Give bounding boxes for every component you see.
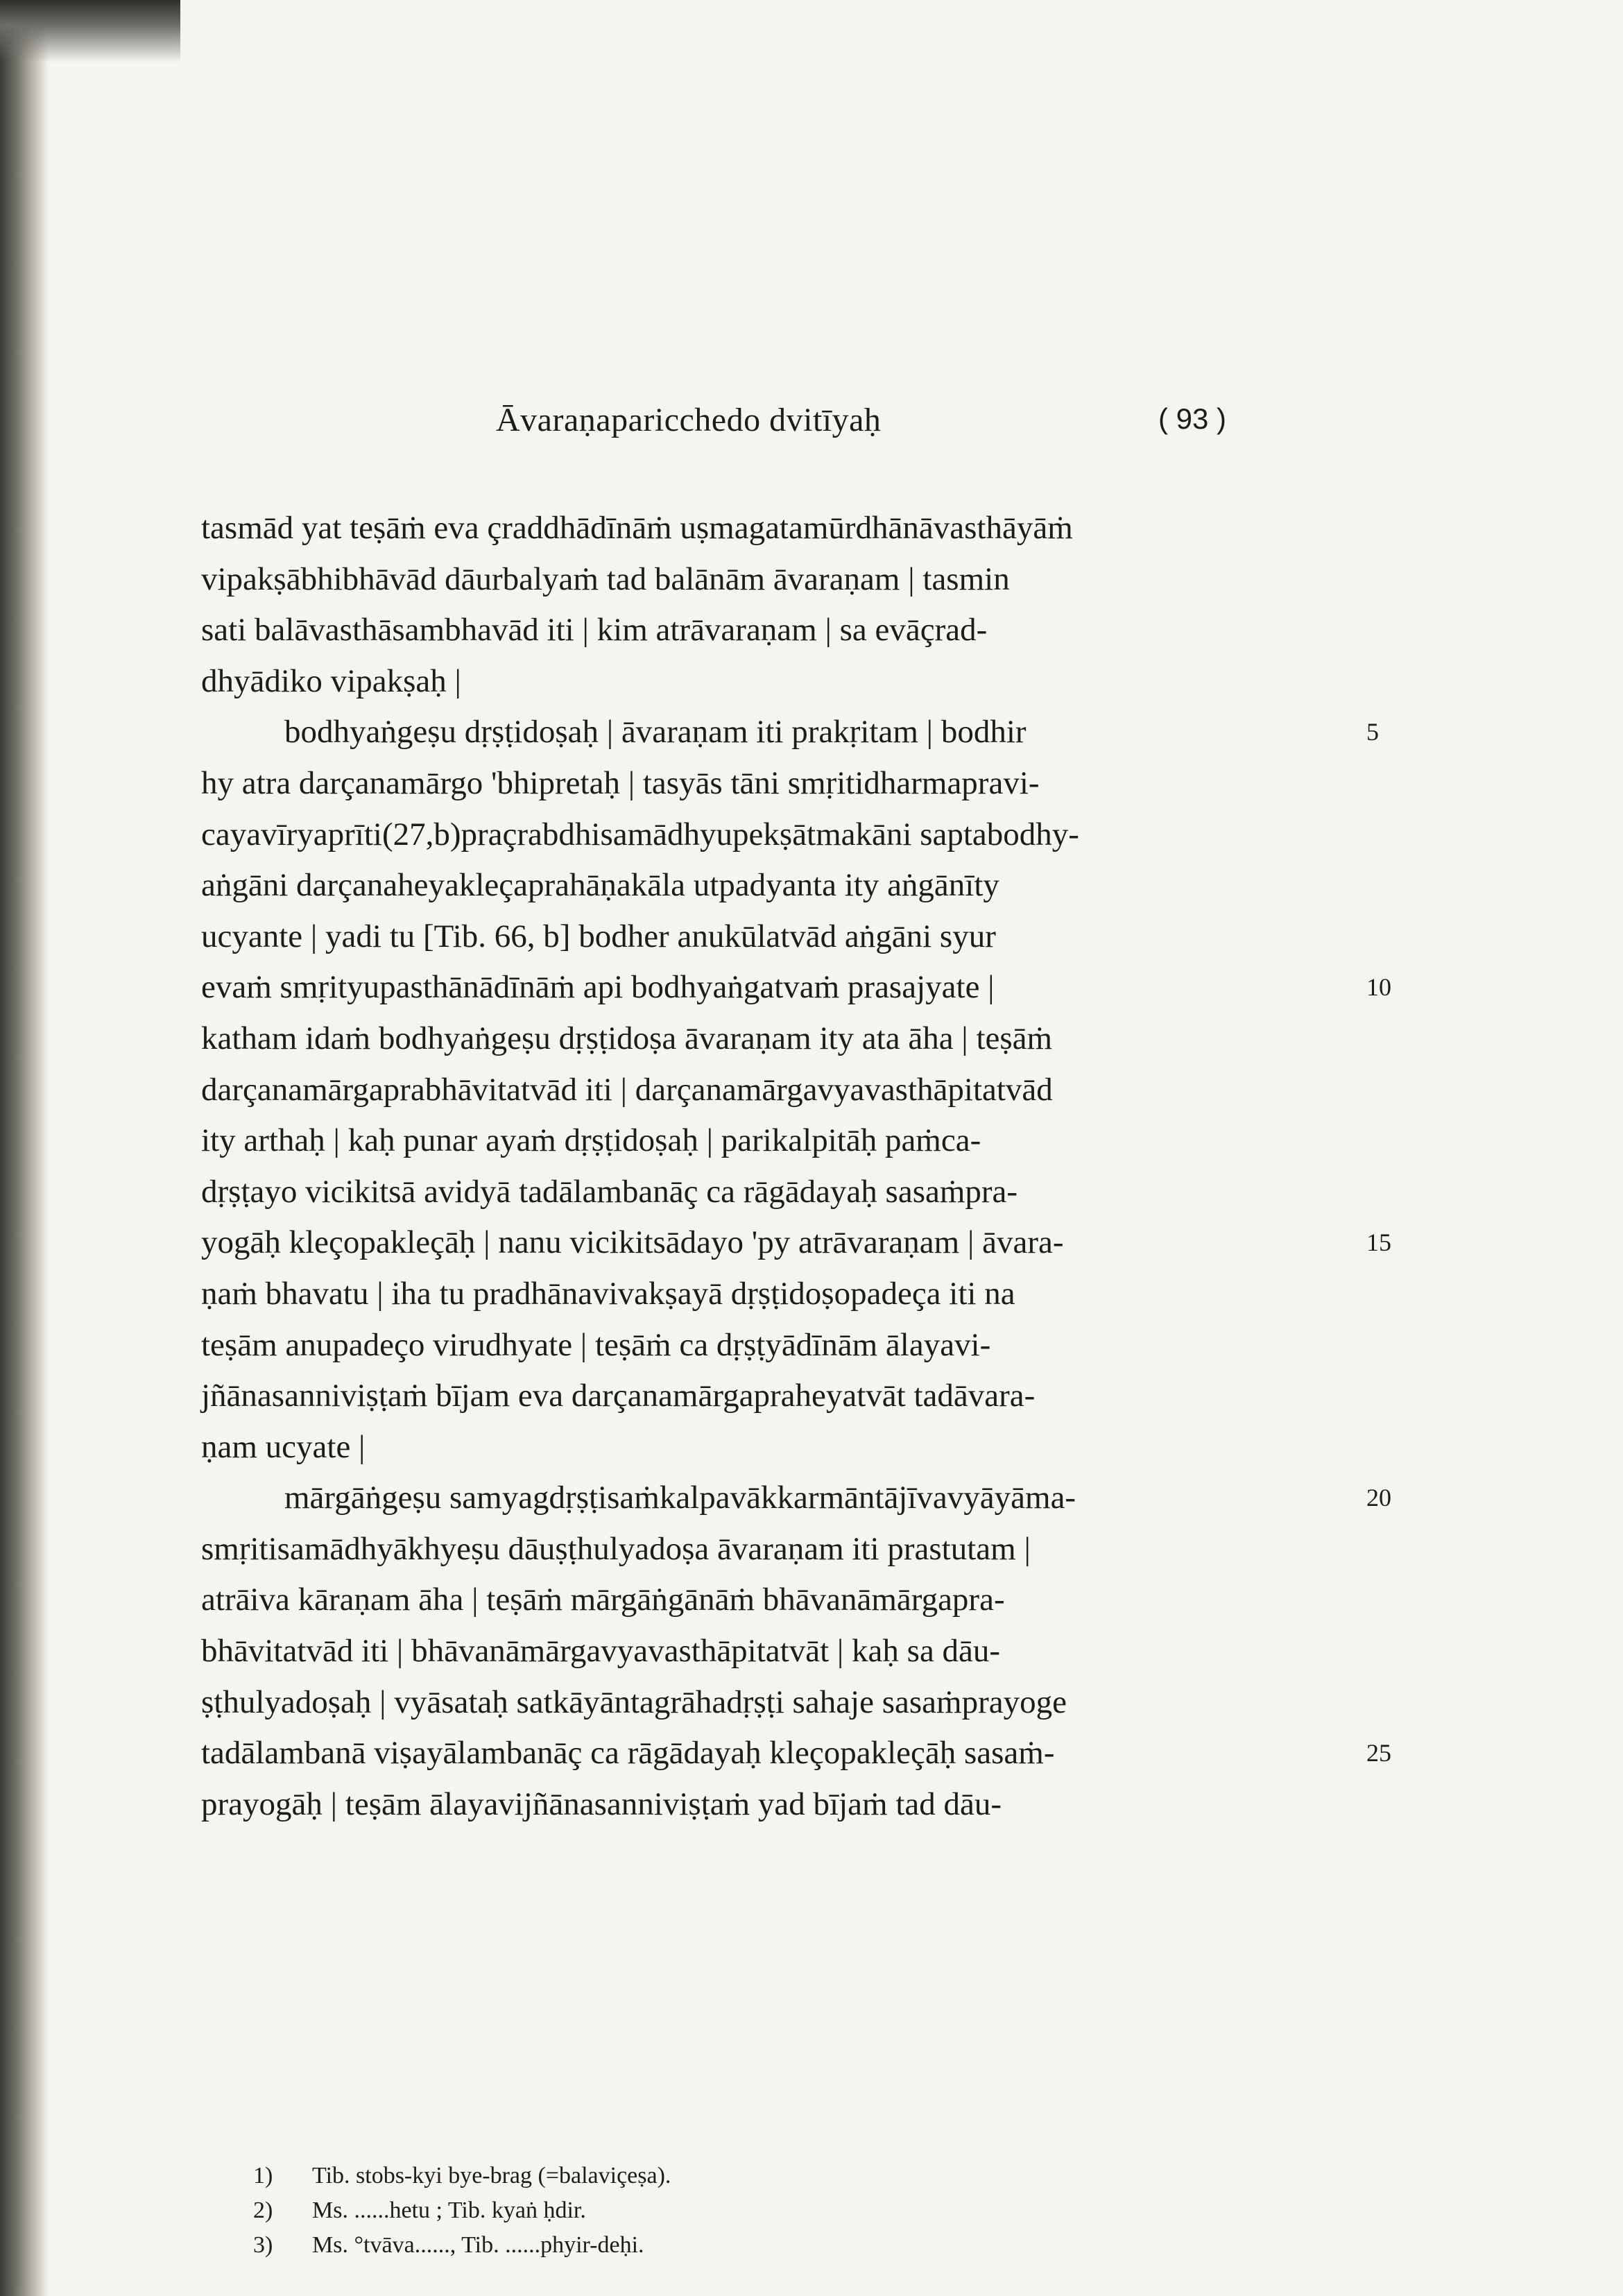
text-line (201, 1524, 1339, 1575)
footnotes (253, 2159, 1155, 2263)
text-line (201, 1320, 1339, 1371)
page-number: ( 93 ) (1158, 402, 1227, 435)
footnote-text: Ms. ......hetu ; Tib. kyaṅ ḥdir. (312, 2198, 586, 2223)
text-line (201, 554, 1339, 606)
text-line (201, 809, 1339, 861)
line-text: dṛṣṭayo vicikitsā avidyā tadālambanāç ca rāgādayaḥ sasaṁpra- (201, 1173, 1018, 1210)
text-line (201, 1167, 1339, 1218)
line-text: mārgāṅgeṣu samyagdṛṣṭisaṁkalpavākkarmāntājīvavyāyāma- (284, 1480, 1076, 1516)
book-binding-shadow (0, 0, 49, 2296)
text-line (201, 860, 1339, 911)
line-text: atrāiva kāraṇam āha | teṣāṁ mārgāṅgānāṁ bhāvanāmārgapra- (201, 1582, 1005, 1618)
footnote-text: Ms. °tvāva......, Tib. ......phyir-deḥi. (312, 2232, 644, 2258)
footnote-number: 3) (253, 2232, 273, 2258)
text-line (201, 1115, 1339, 1167)
line-number: 20 (1366, 1484, 1391, 1512)
text-line (201, 1473, 1391, 1524)
line-number: 25 (1366, 1739, 1391, 1767)
text-line (201, 1422, 1339, 1473)
line-text: ṇam ucyate | (201, 1428, 366, 1465)
text-line (201, 1575, 1339, 1626)
line-text: yogāḥ kleçopakleçāḥ | nanu vicikitsādayo 'py atrāvaraṇam | āvara- (201, 1224, 1064, 1261)
line-number: 15 (1366, 1228, 1391, 1257)
text-line (201, 1269, 1339, 1320)
page-header (0, 401, 1623, 456)
line-text: ṣṭhulyadoṣaḥ | vyāsataḥ satkāyāntagrāhadṛṣṭi sahaje sasaṁprayoge (201, 1684, 1067, 1720)
text-line (201, 656, 1339, 708)
line-text: tasmād yat teṣāṁ eva çraddhādīnāṁ uṣmagatamūrdhānāvasthāyāṁ (201, 510, 1073, 546)
text-line (201, 758, 1339, 809)
line-text: evaṁ smṛityupasthānādīnāṁ api bodhyaṅgatvaṁ prasajyate | (201, 969, 995, 1006)
text-line (201, 1065, 1339, 1116)
text-line (201, 1217, 1391, 1269)
line-text: prayogāḥ | teṣām ālayavijñānasanniviṣṭaṁ yad bījaṁ tad dāu- (201, 1785, 1002, 1822)
line-text: ucyante | yadi tu [Tib. 66, b] bodher anukūlatvād aṅgāni syur (201, 918, 996, 954)
text-line (201, 1728, 1391, 1779)
text-line (201, 1626, 1339, 1677)
page-corner-shadow (0, 0, 180, 62)
line-text: jñānasanniviṣṭaṁ bījam eva darçanamārgapraheyatvāt tadāvara- (201, 1378, 1036, 1414)
text-line (201, 962, 1391, 1013)
line-text: ṇaṁ bhavatu | iha tu pradhānavivakṣayā dṛṣṭidoṣopadeça iti na (201, 1275, 1015, 1312)
line-number: 5 (1366, 718, 1379, 746)
text-line (201, 1677, 1339, 1729)
text-line (201, 1779, 1339, 1831)
line-text: dhyādiko vipakṣaḥ | (201, 662, 461, 699)
line-text: aṅgāni darçanaheyakleçaprahāṇakāla utpadyanta ity aṅgānīty (201, 867, 999, 904)
footnote-text: Tib. stobs-kyi bye-brag (=balaviçeṣa). (312, 2163, 671, 2188)
footnote-number: 1) (253, 2163, 273, 2188)
line-text: smṛitisamādhyākhyeṣu dāuṣṭhulyadoṣa āvaraṇam iti prastutam | (201, 1530, 1031, 1567)
line-text: cayavīryaprīti(27,b)praçrabdhisamādhyupekṣātmakāni saptabodhy- (201, 816, 1079, 853)
line-text: sati balāvasthāsambhavād iti | kim atrāvaraṇam | sa evāçrad- (201, 612, 988, 649)
footnote (253, 2228, 1155, 2263)
footnote (253, 2159, 1155, 2193)
text-line (201, 707, 1379, 758)
text-line (201, 1013, 1339, 1065)
line-text: katham idaṁ bodhyaṅgeṣu dṛṣṭidoṣa āvaraṇam ity ata āha | teṣāṁ (201, 1020, 1053, 1056)
footnote (253, 2193, 1155, 2228)
main-text-block (201, 503, 1391, 1830)
footnote-number: 2) (253, 2198, 273, 2223)
text-line (201, 605, 1339, 656)
text-line (201, 503, 1339, 554)
line-text: teṣām anupadeço virudhyate | teṣāṁ ca dṛṣṭyādīnām ālayavi- (201, 1326, 991, 1363)
line-number: 10 (1366, 973, 1391, 1002)
text-line (201, 911, 1339, 963)
line-text: tadālambanā viṣayālambanāç ca rāgādayaḥ kleçopakleçāḥ sasaṁ- (201, 1735, 1055, 1772)
running-title: Āvaraṇaparicchedo dvitīyaḥ (496, 402, 882, 438)
line-text: bhāvitatvād iti | bhāvanāmārgavyavasthāpitatvāt | kaḥ sa dāu- (201, 1633, 1001, 1670)
line-text: bodhyaṅgeṣu dṛṣṭidoṣaḥ | āvaraṇam iti prakṛitam | bodhir (284, 714, 1027, 751)
text-line (201, 1371, 1339, 1422)
line-text: ity arthaḥ | kaḥ punar ayaṁ dṛṣṭidoṣaḥ | parikalpitāḥ paṁca- (201, 1122, 981, 1159)
line-text: hy atra darçanamārgo 'bhipretaḥ | tasyās tāni smṛitidharmapravi- (201, 764, 1040, 801)
line-text: vipakṣābhibhāvād dāurbalyaṁ tad balānām āvaraṇam | tasmin (201, 560, 1010, 597)
line-text: darçanamārgaprabhāvitatvād iti | darçanamārgavyavasthāpitatvād (201, 1071, 1053, 1108)
